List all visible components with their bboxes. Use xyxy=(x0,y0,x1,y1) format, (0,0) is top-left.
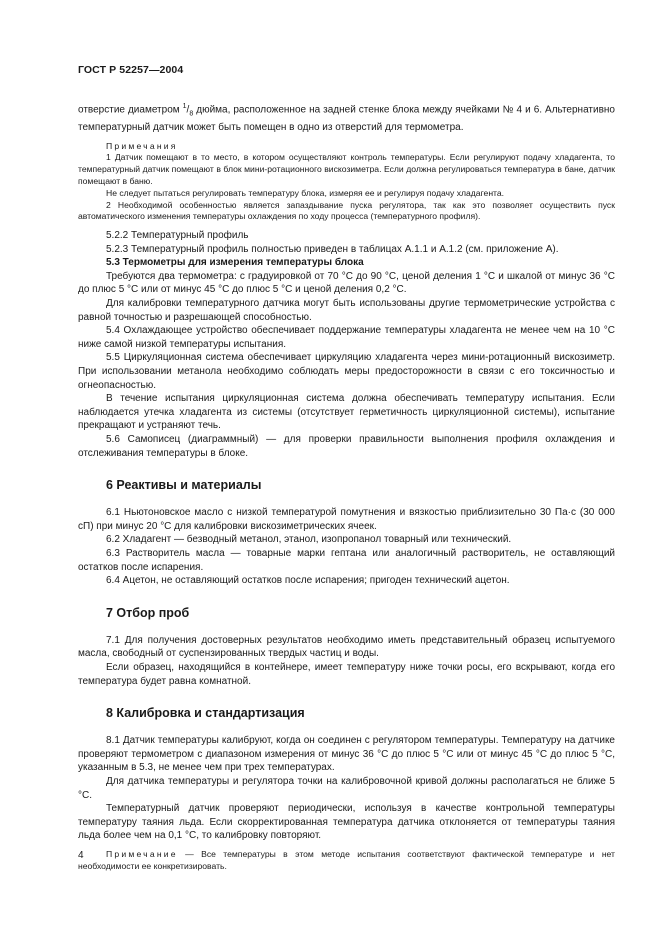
note-1b: Не следует пытаться регулировать температуру блока, измеряя ее и регулируя подачу хладагента. xyxy=(106,187,505,198)
section-7-1: 7.1 Для получения достоверных результатов необходимо иметь представительный образец испытуемого масла, свободный от суспензированных твердых частиц и воды. xyxy=(78,634,615,660)
section-7-p2: Если образец, находящийся в контейнере, имеет температуру ниже точки росы, его вскрывают, когда его температура будет равна комнатной. xyxy=(78,661,615,687)
document-header: ГОСТ Р 52257—2004 xyxy=(78,64,184,76)
note-text: — Все температуры в этом методе испытания соответствуют фактической температуре и нет необходимости ее конкретизировать. xyxy=(78,848,615,871)
note-2: 2 Необходимой особенностью является запаздывание пуска регулятора, так как это позволяет осуществить пуск автоматического изменения температуры охлаждения по ходу процесса (температурного профиля). xyxy=(78,199,615,222)
document-page xyxy=(78,64,615,872)
section-5-3-p2: Для калибровки температурного датчика могут быть использованы другие термометрические устройства с равной точностью и разрешающей способностью. xyxy=(78,298,615,323)
intro-paragraph xyxy=(78,100,615,135)
section-5-3-p1: Требуются два термометра: с градуировкой от 70 °С до 90 °С, ценой деления 1 °С и шкалой от минус 36 °С до плюс 5 °С или от минус 45 °С до плюс 5 °С и ценой деления 0,2 °С. xyxy=(78,270,615,296)
section-6-4: 6.4 Ацетон, не оставляющий остатков после испарения; пригоден технический ацетон. xyxy=(106,575,510,587)
section-8-1: 8.1 Датчик температуры калибруют, когда он соединен с регулятором температуры. Температуру на датчике проверяют термометром с диапазоном измерения от минус 36 °С до плюс 5 °С или от минус 45 °С до плюс 5 °С, указанным в 5.3, не менее чем при трех температурах. xyxy=(78,735,615,774)
fraction-numerator: 1 xyxy=(182,103,187,110)
section-5-2-3: 5.2.3 Температурный профиль полностью приведен в таблицах А.1.1 и А.1.2 (см. приложение А). xyxy=(106,243,559,255)
note-1: 1 Датчик помещают в то место, в котором осуществляют контроль температуры. Если регулируют подачу хладагента, то температурный датчик помещают в блок мини-ротационного вискозиметра. Если должна регулироваться температура в бане, датчик помещают в баню. xyxy=(78,152,615,186)
section-6-3: 6.3 Растворитель масла — товарные марки гептана или аналогичный растворитель, не оставляющий остатков после испарения. xyxy=(78,547,615,573)
note-label: Примечание xyxy=(106,848,178,859)
section-6-1: 6.1 Ньютоновское масло с низкой температурой помутнения и вязкостью приблизительно 30 Па·с (30 000 сП) при минус 20 °С для калибровки вискозиметрических ячеек. xyxy=(78,507,615,532)
section-8-p2: Для датчика температуры и регулятора точки на калибровочной кривой должны располагаться не ближе 5 °С. xyxy=(78,775,615,801)
section-5-6: 5.6 Самописец (диаграммный) — для проверки правильности выполнения профиля охлаждения и отслеживания температуры в блоке. xyxy=(78,434,615,459)
intro-text-end: дюйма, расположенное на задней стенке блока между ячейками № 4 и 6. Альтернативно температурный датчик может быть помещен в одно из отверстий для термометра. xyxy=(78,104,615,133)
section-8-heading: 8 Калибровка и стандартизация xyxy=(106,706,305,721)
intro-text-start: отверстие диаметром xyxy=(78,104,183,116)
fraction-slash: / xyxy=(186,104,190,116)
section-7-heading: 7 Отбор проб xyxy=(106,605,190,620)
notes-title: Примечания xyxy=(106,140,178,151)
section-5-5: 5.5 Циркуляционная система обеспечивает циркуляцию хладагента через мини-ротационный вискозиметр. При использовании метанола необходимо соблюдать меры предосторожности в связи с его токсичностью и огнеопасностью. xyxy=(78,352,615,391)
section-8-note xyxy=(78,849,615,873)
section-5-3-title: 5.3 Термометры для измерения температуры блока xyxy=(106,257,364,269)
section-6-2: 6.2 Хладагент — безводный метанол, этанол, изопропанол товарный или технический. xyxy=(106,534,512,546)
section-8-p3: Температурный датчик проверяют периодически, используя в качестве контрольной температуры температуру таяния льда. Если скорректированная температура датчика отклоняется от температуры таяния льда более чем на 0,1 °С, то калибровку повторяют. xyxy=(78,803,615,842)
fraction-denominator: 8 xyxy=(189,110,194,118)
section-5-2-2: 5.2.2 Температурный профиль xyxy=(106,230,249,242)
section-6-heading: 6 Реактивы и материалы xyxy=(106,478,262,493)
page-number: 4 xyxy=(78,850,84,861)
section-5-5-p2: В течение испытания циркуляционная система должна обеспечивать температуру испытания. Если наблюдается утечка хладагента из системы (отсутствует герметичность циркуляционной системы), испытание прекращают и устраняют течь. xyxy=(78,393,615,432)
section-5-4: 5.4 Охлаждающее устройство обеспечивает поддержание температуры хладагента не менее чем на 10 °С ниже самой низкой температуры испытания. xyxy=(78,325,615,350)
